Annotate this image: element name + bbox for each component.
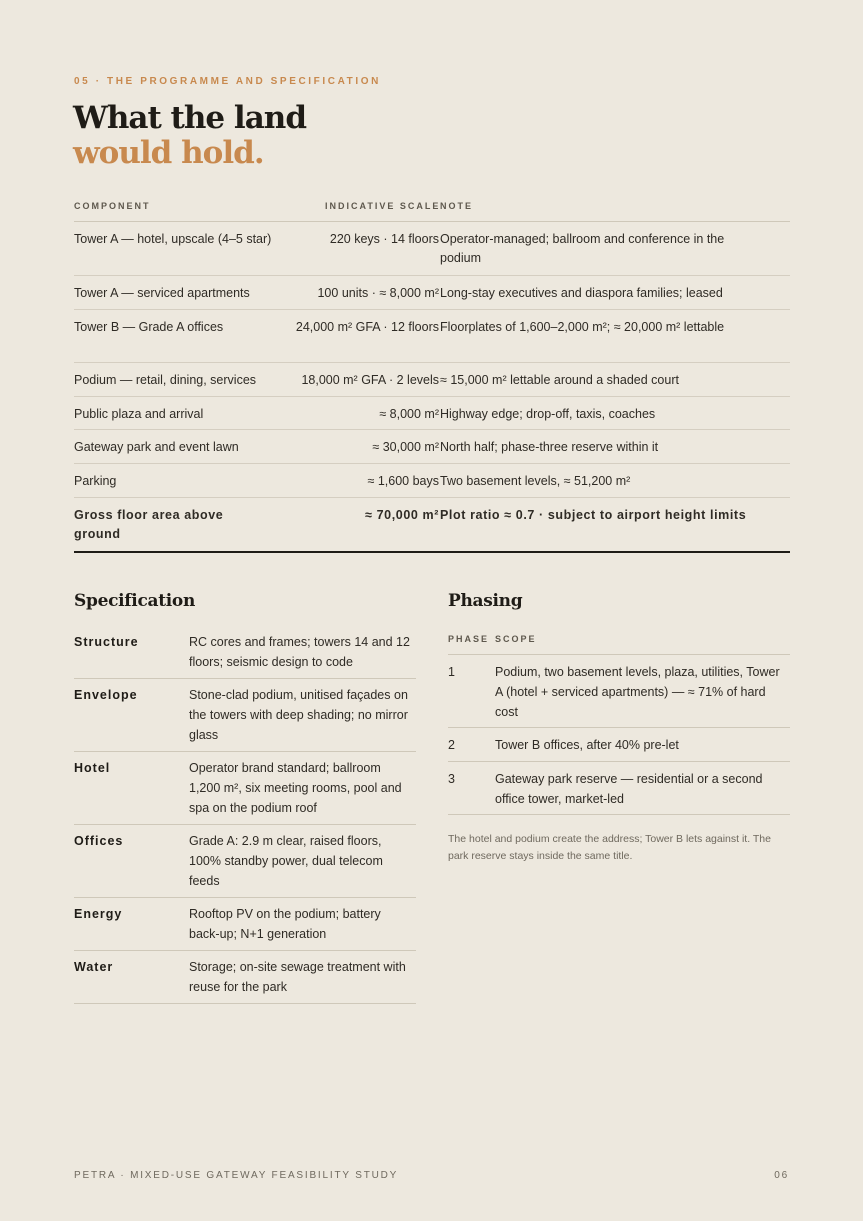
phase-row <box>448 655 790 728</box>
phase-scope: Podium, two basement levels, plaza, utilities, Tower A (hotel + serviced apartments) — ≈ 71% of hard cost <box>495 665 780 719</box>
table-row <box>74 397 790 430</box>
page-number: 06 <box>774 1170 789 1181</box>
cell-component: Tower B — Grade A offices <box>74 320 224 334</box>
table-row <box>74 310 790 363</box>
cell-scale: ≈ 1,600 bays <box>367 474 439 488</box>
programme-table <box>74 195 790 553</box>
table-row <box>74 464 790 498</box>
table-row <box>74 363 790 397</box>
cell-component: Parking <box>74 474 117 488</box>
cell-scale: ≈ 8,000 m² <box>379 407 439 421</box>
programme-table-header <box>74 195 790 222</box>
spec-key: Offices <box>74 834 124 848</box>
spec-row <box>74 752 416 825</box>
spec-row <box>74 898 416 951</box>
header-phase: PHASE <box>448 634 490 644</box>
phase-number: 1 <box>448 665 455 679</box>
specification-list <box>74 626 416 1004</box>
page-title <box>73 101 306 171</box>
footer-document-title: PETRA · MIXED-USE GATEWAY FEASIBILITY STUDY <box>74 1170 399 1181</box>
phasing-table-header <box>448 632 790 655</box>
title-line-1: What the land <box>73 100 307 136</box>
section-label: 05 · THE PROGRAMME AND SPECIFICATION <box>74 76 381 87</box>
spec-value: Operator brand standard; ballroom 1,200 m², six meeting rooms, pool and spa on the podium roof <box>189 761 402 815</box>
header-component: COMPONENT <box>74 201 151 211</box>
cell-total-note: Plot ratio ≈ 0.7 · subject to airport height limits <box>440 508 747 522</box>
header-note: NOTE <box>440 201 474 211</box>
phase-number: 3 <box>448 772 455 786</box>
cell-note: Highway edge; drop-off, taxis, coaches <box>440 407 656 421</box>
phase-scope: Tower B offices, after 40% pre-let <box>495 738 679 752</box>
cell-total-scale: ≈ 70,000 m² <box>365 508 439 522</box>
table-row <box>74 222 790 276</box>
cell-component: Tower A — hotel, upscale (4–5 star) <box>74 232 272 246</box>
spec-value: RC cores and frames; towers 14 and 12 floors; seismic design to code <box>189 635 410 669</box>
spec-key: Envelope <box>74 688 138 702</box>
cell-component: Tower A — serviced apartments <box>74 286 250 300</box>
spec-row <box>74 626 416 679</box>
spec-value: Stone-clad podium, unitised façades on the towers with deep shading; no mirror glass <box>189 688 408 742</box>
cell-scale: 18,000 m² GFA · 2 levels <box>301 373 439 387</box>
cell-component: Gateway park and event lawn <box>74 440 239 454</box>
phasing-table <box>448 632 790 815</box>
specification-title: Specification <box>74 591 196 611</box>
cell-note: North half; phase-three reserve within it <box>440 440 659 454</box>
spec-key: Energy <box>74 907 123 921</box>
phasing-title: Phasing <box>448 591 523 611</box>
total-row <box>74 498 790 553</box>
cell-note: ≈ 15,000 m² lettable around a shaded court <box>440 373 679 387</box>
table-row <box>74 430 790 464</box>
table-row <box>74 276 790 310</box>
cell-component: Public plaza and arrival <box>74 407 204 421</box>
spec-value: Grade A: 2.9 m clear, raised floors, 100% standby power, dual telecom feeds <box>189 834 383 888</box>
spec-value: Rooftop PV on the podium; battery back-up; N+1 generation <box>189 907 381 941</box>
spec-key: Hotel <box>74 761 111 775</box>
cell-total-component: Gross floor area above ground <box>74 508 224 541</box>
header-scope: SCOPE <box>495 634 537 644</box>
cell-component: Podium — retail, dining, services <box>74 373 257 387</box>
cell-note: Operator-managed; ballroom and conference in the podium <box>440 232 725 265</box>
spec-row <box>74 825 416 898</box>
phase-number: 2 <box>448 738 455 752</box>
cell-scale: ≈ 30,000 m² <box>372 440 439 454</box>
cell-scale: 24,000 m² GFA · 12 floors <box>295 320 439 334</box>
cell-scale: 220 keys · 14 floors <box>329 232 439 246</box>
spec-row <box>74 951 416 1004</box>
spec-key: Structure <box>74 635 139 649</box>
spec-key: Water <box>74 960 114 974</box>
cell-note: Two basement levels, ≈ 51,200 m² <box>440 474 631 488</box>
cell-note: Long-stay executives and diaspora families; leased <box>440 286 723 300</box>
cell-scale: 100 units · ≈ 8,000 m² <box>317 286 439 300</box>
header-scale: INDICATIVE SCALE <box>325 201 441 211</box>
phasing-note: The hotel and podium create the address; Tower B lets against it. The park reserve stays inside the same title. <box>448 833 771 862</box>
phase-row <box>448 728 790 762</box>
phase-scope: Gateway park reserve — residential or a second office tower, market-led <box>495 772 763 806</box>
cell-note: Floorplates of 1,600–2,000 m²; ≈ 20,000 m² lettable <box>440 320 725 334</box>
title-line-2: would hold. <box>73 135 264 171</box>
spec-value: Storage; on-site sewage treatment with reuse for the park <box>189 960 406 994</box>
spec-row <box>74 679 416 752</box>
phase-row <box>448 762 790 815</box>
